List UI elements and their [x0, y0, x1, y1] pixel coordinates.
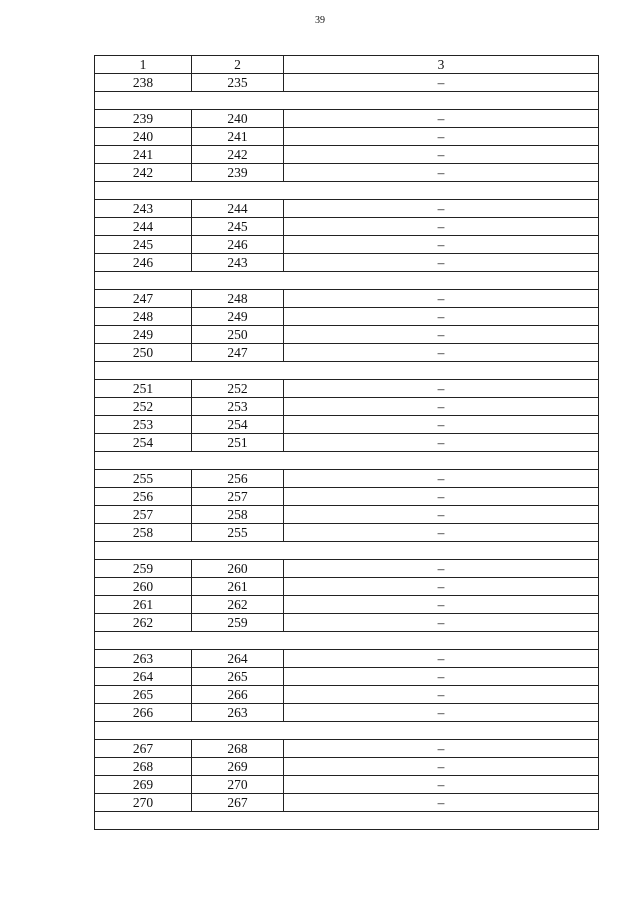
table-cell: 264: [95, 668, 192, 686]
table-cell: –: [284, 506, 599, 524]
table-cell: 244: [192, 200, 284, 218]
table-row: [95, 776, 599, 794]
table-cell: 238: [95, 74, 192, 92]
table-row: [95, 326, 599, 344]
spacer-cell: [95, 632, 599, 650]
table-cell: –: [284, 128, 599, 146]
table-row: [95, 110, 599, 128]
table-cell: –: [284, 290, 599, 308]
table-cell: –: [284, 74, 599, 92]
table-row: [95, 758, 599, 776]
table-cell: 243: [192, 254, 284, 272]
spacer-cell: [95, 272, 599, 290]
table-row: [95, 74, 599, 92]
spacer-row: [95, 542, 599, 560]
table-cell: –: [284, 488, 599, 506]
table-cell: 253: [192, 398, 284, 416]
table-cell: 242: [95, 164, 192, 182]
table-row: [95, 200, 599, 218]
table-cell: 257: [95, 506, 192, 524]
header-row: [95, 56, 599, 74]
spacer-row: [95, 632, 599, 650]
table-row: [95, 290, 599, 308]
table-cell: 253: [95, 416, 192, 434]
table-cell: 246: [192, 236, 284, 254]
table-cell: 256: [95, 488, 192, 506]
table-cell: –: [284, 308, 599, 326]
table-row: [95, 668, 599, 686]
table-cell: 270: [95, 794, 192, 812]
table-cell: 256: [192, 470, 284, 488]
table-cell: 252: [95, 398, 192, 416]
table-cell: 252: [192, 380, 284, 398]
table-row: [95, 686, 599, 704]
table-cell: 243: [95, 200, 192, 218]
table-cell: –: [284, 470, 599, 488]
table-cell: –: [284, 110, 599, 128]
spacer-cell: [95, 722, 599, 740]
spacer-row: [95, 722, 599, 740]
table-row: [95, 704, 599, 722]
table-cell: –: [284, 686, 599, 704]
table-cell: 259: [95, 560, 192, 578]
table-cell: 267: [95, 740, 192, 758]
table-cell: 262: [95, 614, 192, 632]
table-cell: 266: [192, 686, 284, 704]
table-cell: 258: [192, 506, 284, 524]
spacer-row: [95, 182, 599, 200]
table-row: [95, 614, 599, 632]
table-cell: –: [284, 146, 599, 164]
table-row: [95, 128, 599, 146]
table-cell: 255: [95, 470, 192, 488]
table-row: [95, 236, 599, 254]
table-cell: 260: [192, 560, 284, 578]
table-row: [95, 308, 599, 326]
table-cell: 240: [192, 110, 284, 128]
table-cell: –: [284, 614, 599, 632]
table-cell: 239: [192, 164, 284, 182]
spacer-cell: [95, 362, 599, 380]
table-row: [95, 344, 599, 362]
data-table: [94, 55, 599, 830]
table-cell: 269: [192, 758, 284, 776]
spacer-row: [95, 272, 599, 290]
table-cell: 269: [95, 776, 192, 794]
table-cell: 257: [192, 488, 284, 506]
spacer-row: [95, 92, 599, 110]
table-cell: –: [284, 218, 599, 236]
table-cell: 247: [95, 290, 192, 308]
table-row: [95, 524, 599, 542]
spacer-cell: [95, 452, 599, 470]
table-cell: –: [284, 794, 599, 812]
table-cell: 260: [95, 578, 192, 596]
table-cell: –: [284, 416, 599, 434]
column-header: 2: [192, 56, 284, 74]
table-cell: 240: [95, 128, 192, 146]
spacer-cell: [95, 812, 599, 830]
table-cell: 265: [192, 668, 284, 686]
table-cell: 250: [192, 326, 284, 344]
table-cell: 265: [95, 686, 192, 704]
table-row: [95, 218, 599, 236]
table-row: [95, 578, 599, 596]
table-cell: 245: [192, 218, 284, 236]
table-row: [95, 506, 599, 524]
table-cell: –: [284, 254, 599, 272]
table-cell: 268: [95, 758, 192, 776]
table-cell: 268: [192, 740, 284, 758]
table-cell: –: [284, 326, 599, 344]
spacer-row: [95, 812, 599, 830]
table-row: [95, 740, 599, 758]
table-cell: –: [284, 776, 599, 794]
table-cell: –: [284, 524, 599, 542]
table-row: [95, 470, 599, 488]
table-cell: 246: [95, 254, 192, 272]
table-cell: –: [284, 758, 599, 776]
table-cell: –: [284, 668, 599, 686]
table-cell: 248: [95, 308, 192, 326]
table-cell: 267: [192, 794, 284, 812]
table-cell: 254: [95, 434, 192, 452]
table-cell: –: [284, 434, 599, 452]
table-cell: 241: [95, 146, 192, 164]
table-row: [95, 254, 599, 272]
table-row: [95, 596, 599, 614]
table-cell: 264: [192, 650, 284, 668]
table-cell: –: [284, 596, 599, 614]
table-cell: –: [284, 398, 599, 416]
table-cell: 247: [192, 344, 284, 362]
table-row: [95, 434, 599, 452]
spacer-cell: [95, 182, 599, 200]
table-cell: 254: [192, 416, 284, 434]
table-cell: –: [284, 164, 599, 182]
table-cell: 248: [192, 290, 284, 308]
table-row: [95, 164, 599, 182]
table-cell: 251: [192, 434, 284, 452]
table-cell: 261: [95, 596, 192, 614]
table-cell: 242: [192, 146, 284, 164]
table-cell: 249: [95, 326, 192, 344]
table-row: [95, 560, 599, 578]
column-header: 3: [284, 56, 599, 74]
table-cell: 241: [192, 128, 284, 146]
table-cell: 270: [192, 776, 284, 794]
table-cell: –: [284, 704, 599, 722]
table-cell: 250: [95, 344, 192, 362]
table-row: [95, 380, 599, 398]
table-row: [95, 398, 599, 416]
table-body: [95, 74, 599, 830]
spacer-row: [95, 452, 599, 470]
table-cell: –: [284, 740, 599, 758]
spacer-cell: [95, 542, 599, 560]
table-row: [95, 794, 599, 812]
table-row: [95, 650, 599, 668]
table-cell: 251: [95, 380, 192, 398]
table-cell: –: [284, 578, 599, 596]
table-cell: –: [284, 344, 599, 362]
table-cell: 255: [192, 524, 284, 542]
table-row: [95, 488, 599, 506]
table-cell: 258: [95, 524, 192, 542]
table-cell: 262: [192, 596, 284, 614]
table-cell: 263: [95, 650, 192, 668]
table-cell: 263: [192, 704, 284, 722]
table-cell: –: [284, 380, 599, 398]
table-cell: 235: [192, 74, 284, 92]
table-row: [95, 416, 599, 434]
table-cell: 261: [192, 578, 284, 596]
table-cell: 259: [192, 614, 284, 632]
table-cell: 249: [192, 308, 284, 326]
table-cell: –: [284, 650, 599, 668]
spacer-cell: [95, 92, 599, 110]
spacer-row: [95, 362, 599, 380]
table-cell: 239: [95, 110, 192, 128]
table-cell: 244: [95, 218, 192, 236]
table-cell: –: [284, 236, 599, 254]
table-cell: –: [284, 200, 599, 218]
table-cell: 266: [95, 704, 192, 722]
table-cell: 245: [95, 236, 192, 254]
column-header: 1: [95, 56, 192, 74]
table-row: [95, 146, 599, 164]
table-cell: –: [284, 560, 599, 578]
page-number: 39: [315, 15, 325, 26]
